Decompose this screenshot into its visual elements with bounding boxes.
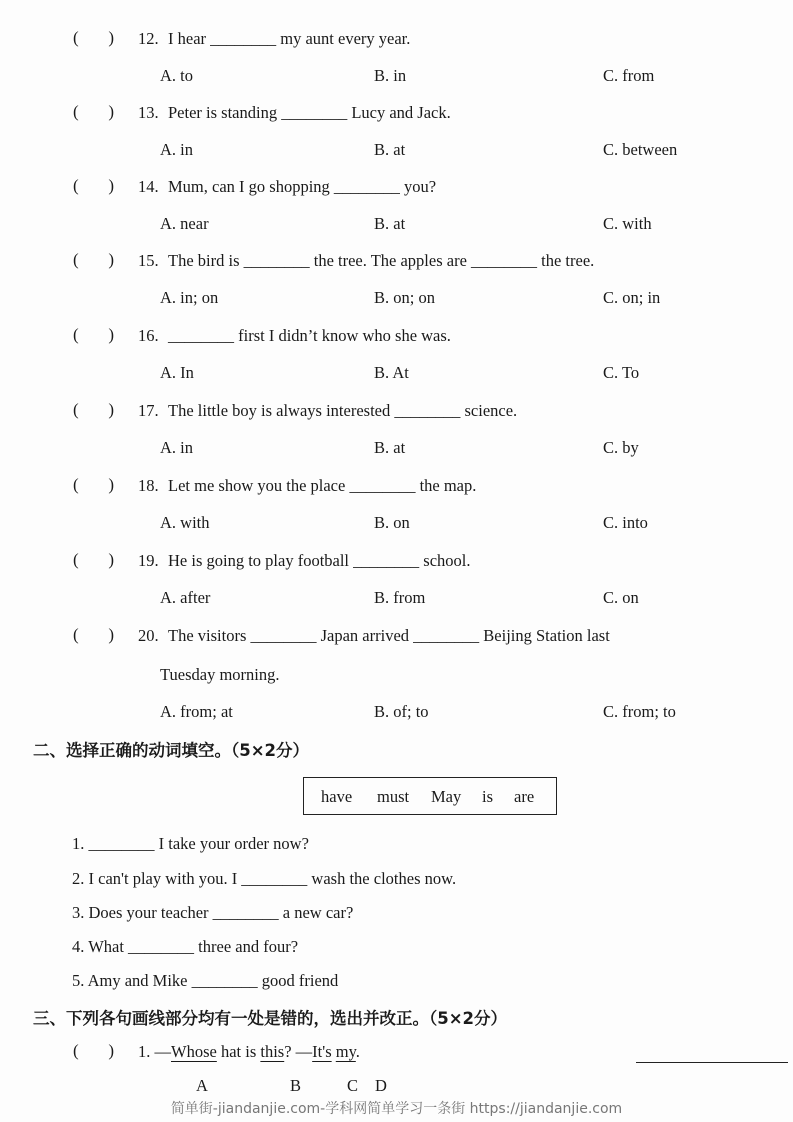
option-b[interactable]: B. At	[374, 363, 409, 382]
answer-paren[interactable]: ( )	[73, 625, 115, 644]
option-a[interactable]: A. in	[160, 140, 193, 159]
question-text: He is going to play football ________ school.	[168, 551, 471, 570]
option-c[interactable]: C. with	[603, 214, 652, 233]
option-a[interactable]: A. after	[160, 588, 211, 607]
question-number: 20.	[138, 626, 159, 645]
option-b[interactable]: B. at	[374, 140, 406, 159]
option-a[interactable]: A. to	[160, 66, 193, 85]
option-a[interactable]: A. in	[160, 438, 193, 457]
correction-answer-line[interactable]	[636, 1062, 788, 1063]
question-text: The bird is ________ the tree. The apples are ________ the tree.	[168, 251, 595, 270]
option-b[interactable]: B. on	[374, 513, 410, 532]
option-b[interactable]: B. of; to	[374, 702, 429, 721]
question-text: Peter is standing ________ Lucy and Jack.	[168, 103, 451, 122]
question-continuation: Tuesday morning.	[160, 665, 280, 684]
answer-paren[interactable]: ( )	[73, 325, 115, 344]
option-c[interactable]: C. between	[603, 140, 678, 159]
answer-paren[interactable]: ( )	[73, 1041, 115, 1060]
option-c[interactable]: C. on	[603, 588, 639, 607]
question-number: 12.	[138, 29, 159, 48]
option-a[interactable]: A. in; on	[160, 288, 219, 307]
section2-title: 二、选择正确的动词填空。（5×2分）	[33, 741, 310, 760]
question-number: 19.	[138, 551, 159, 570]
word-option: have	[321, 787, 353, 806]
error-question-1	[138, 1042, 360, 1062]
answer-paren[interactable]: ( )	[73, 250, 115, 269]
answer-paren[interactable]: ( )	[73, 28, 115, 47]
text: .	[355, 1042, 360, 1061]
option-c[interactable]: C. by	[603, 438, 639, 457]
word-box	[303, 777, 557, 815]
question-number: 17.	[138, 401, 159, 420]
answer-paren[interactable]: ( )	[73, 102, 115, 121]
answer-paren[interactable]: ( )	[73, 400, 115, 419]
option-c[interactable]: C. on; in	[603, 288, 661, 307]
option-c[interactable]: C. To	[603, 363, 640, 382]
fill-in-item: 1. ________ I take your order now?	[72, 834, 309, 853]
question-text: Mum, can I go shopping ________ you?	[168, 177, 437, 196]
label-d: D	[375, 1076, 387, 1095]
answer-paren[interactable]: ( )	[73, 475, 115, 494]
answer-paren[interactable]: ( )	[73, 176, 115, 195]
option-c[interactable]: C. from	[603, 66, 655, 85]
fill-in-item: 4. What ________ three and four?	[72, 937, 299, 956]
word-option: must	[377, 787, 410, 806]
question-text: ________ first I didn’t know who she was.	[168, 326, 451, 345]
text: hat is	[216, 1042, 261, 1061]
underlined-d: my	[335, 1042, 356, 1061]
label-b: B	[290, 1076, 302, 1095]
question-text: Let me show you the place ________ the map.	[168, 476, 477, 495]
option-b[interactable]: B. at	[374, 438, 406, 457]
option-a[interactable]: A. near	[160, 214, 209, 233]
answer-paren[interactable]: ( )	[73, 550, 115, 569]
question-number: 13.	[138, 103, 159, 122]
fill-in-item: 5. Amy and Mike ________ good friend	[72, 971, 339, 990]
question-text: The little boy is always interested ________ science.	[168, 401, 518, 420]
section3-title: 三、下列各句画线部分均有一处是错的，选出并改正。（5×2分）	[33, 1009, 508, 1028]
watermark: 简单街-jiandanjie.com-学科网简单学习一条街 https://jiandanjie.com	[170, 1101, 623, 1117]
question-number: 15.	[138, 251, 159, 270]
option-a[interactable]: A. from; at	[160, 702, 233, 721]
option-a[interactable]: A. In	[160, 363, 194, 382]
word-option: May	[431, 787, 462, 806]
underlined-c: It's	[312, 1042, 332, 1061]
underlined-a: Whose	[171, 1042, 217, 1061]
option-c[interactable]: C. into	[603, 513, 648, 532]
text: ? —	[284, 1042, 313, 1061]
word-option: is	[482, 787, 494, 806]
word-option: are	[514, 787, 535, 806]
fill-in-item: 2. I can't play with you. I ________ wash the clothes now.	[72, 869, 457, 888]
option-c[interactable]: C. from; to	[603, 702, 676, 721]
dash: —	[154, 1042, 171, 1061]
option-b[interactable]: B. on; on	[374, 288, 435, 307]
question-text: I hear ________ my aunt every year.	[168, 29, 411, 48]
label-a: A	[196, 1076, 208, 1095]
option-b[interactable]: B. in	[374, 66, 407, 85]
fill-in-item: 3. Does your teacher ________ a new car?	[72, 903, 354, 922]
underlined-b: this	[260, 1042, 285, 1061]
question-number: 1.	[138, 1042, 151, 1061]
option-b[interactable]: B. at	[374, 214, 406, 233]
question-number: 18.	[138, 476, 159, 495]
option-b[interactable]: B. from	[374, 588, 426, 607]
question-number: 14.	[138, 177, 159, 196]
question-text: The visitors ________ Japan arrived ________ Beijing Station last	[168, 626, 610, 645]
question-number: 16.	[138, 326, 159, 345]
label-c: C	[347, 1076, 359, 1095]
option-a[interactable]: A. with	[160, 513, 210, 532]
